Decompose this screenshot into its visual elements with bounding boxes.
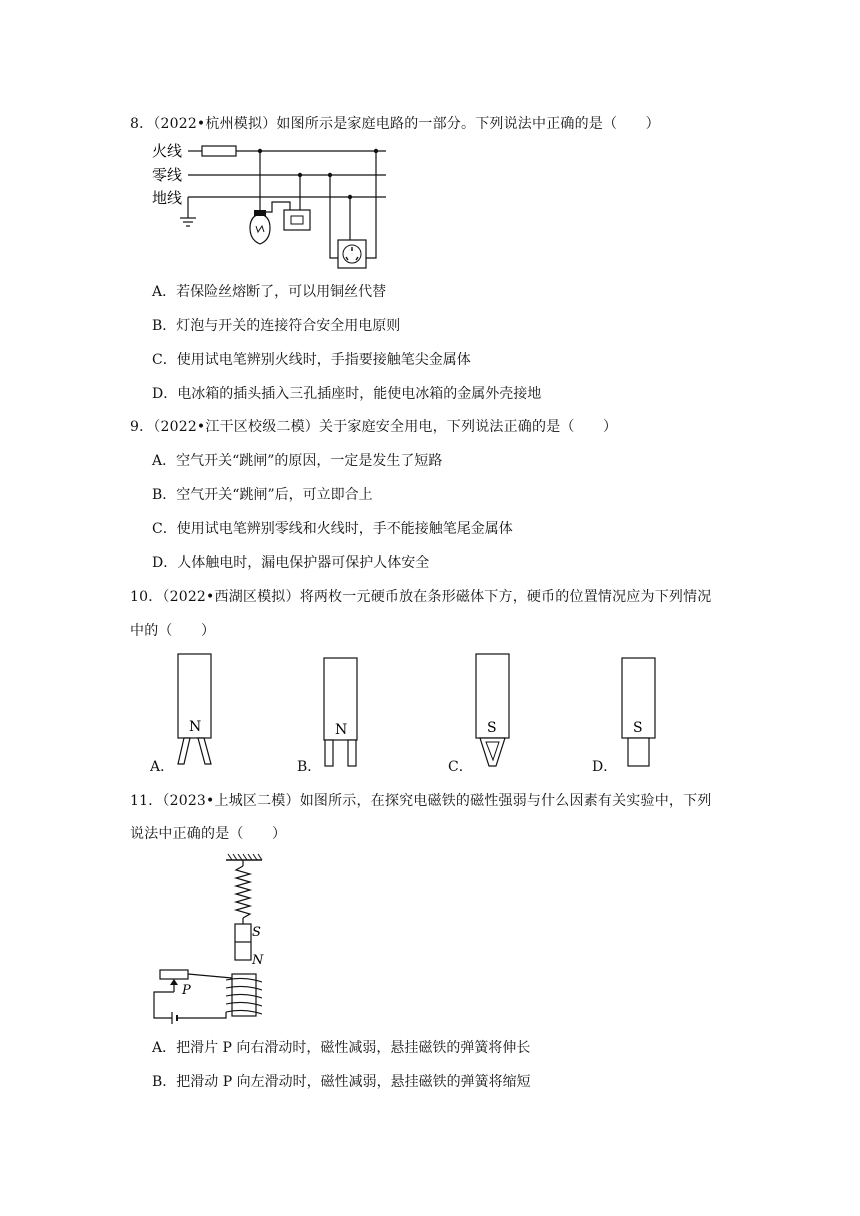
q10-choice-d-figure (620, 656, 660, 776)
question-10-text-line2: 中的（ ） (130, 623, 216, 639)
household-circuit-diagram (150, 140, 390, 284)
slider-p-label: P (182, 983, 191, 998)
q9-option-c: C．使用试电笔辨别零线和火线时，手不能接触笔尾金属体 (152, 521, 513, 537)
q8-option-d: D．电冰箱的插头插入三孔插座时，能使电冰箱的金属外壳接地 (152, 386, 542, 402)
q10-d-pole-label: S (633, 720, 643, 736)
q10-choice-a-figure (176, 652, 216, 774)
q10-choice-b-letter: B． (297, 759, 322, 775)
magnet-n-pole-label: N (252, 953, 264, 968)
q10-c-pole-label: S (487, 720, 497, 736)
question-8-text: 8．（2022•杭州模拟）如图所示是家庭电路的一部分。下列说法中正确的是（ ） (130, 116, 660, 132)
q9-option-d: D．人体触电时，漏电保护器可保护人体安全 (152, 555, 430, 571)
q10-choice-c-letter: C． (448, 759, 473, 775)
q11-option-b: B．把滑动 P 向左滑动时，磁性减弱，悬挂磁铁的弹簧将缩短 (152, 1074, 531, 1090)
q8-option-b: B．灯泡与开关的连接符合安全用电原则 (152, 318, 401, 334)
electromagnet-experiment-diagram (148, 852, 278, 1028)
question-11-text-line2: 说法中正确的是（ ） (130, 826, 287, 842)
q10-choice-a-letter: A． (150, 759, 175, 775)
q10-choice-c-figure (474, 652, 514, 774)
q9-option-b: B．空气开关“跳闸”后，可立即合上 (152, 487, 373, 503)
neutral-wire-label: 零线 (152, 166, 183, 184)
q10-a-pole-label: N (189, 719, 202, 735)
question-9-text: 9．（2022•江干区校级二模）关于家庭安全用电，下列说法正确的是（ ） (130, 419, 618, 435)
slider-arrow-icon (170, 979, 178, 985)
magnet-s-pole-label: S (252, 925, 261, 940)
q9-option-a: A．空气开关“跳闸”的原因，一定是发生了短路 (152, 453, 443, 469)
live-wire-label: 火线 (152, 142, 183, 160)
q10-choice-b-figure (322, 656, 362, 776)
question-11-text-line1: 11．（2023•上城区二模）如图所示，在探究电磁铁的磁性强弱与什么因素有关实验中，下列 (130, 793, 712, 809)
q10-choice-d-letter: D． (592, 759, 618, 775)
q10-b-pole-label: N (335, 722, 348, 738)
ground-wire-label: 地线 (152, 189, 183, 207)
q8-option-a: A．若保险丝熔断了，可以用铜丝代替 (152, 284, 387, 300)
spring-icon (236, 866, 250, 918)
rheostat-icon (160, 970, 188, 979)
q11-option-a: A．把滑片 P 向右滑动时，磁性减弱，悬挂磁铁的弹簧将伸长 (152, 1040, 531, 1056)
q8-option-c: C．使用试电笔辨别火线时，手指要接触笔尖金属体 (152, 352, 471, 368)
question-10-text-line1: 10．（2022•西湖区模拟）将两枚一元硬币放在条形磁体下方，硬币的位置情况应为下列情况 (130, 589, 712, 605)
